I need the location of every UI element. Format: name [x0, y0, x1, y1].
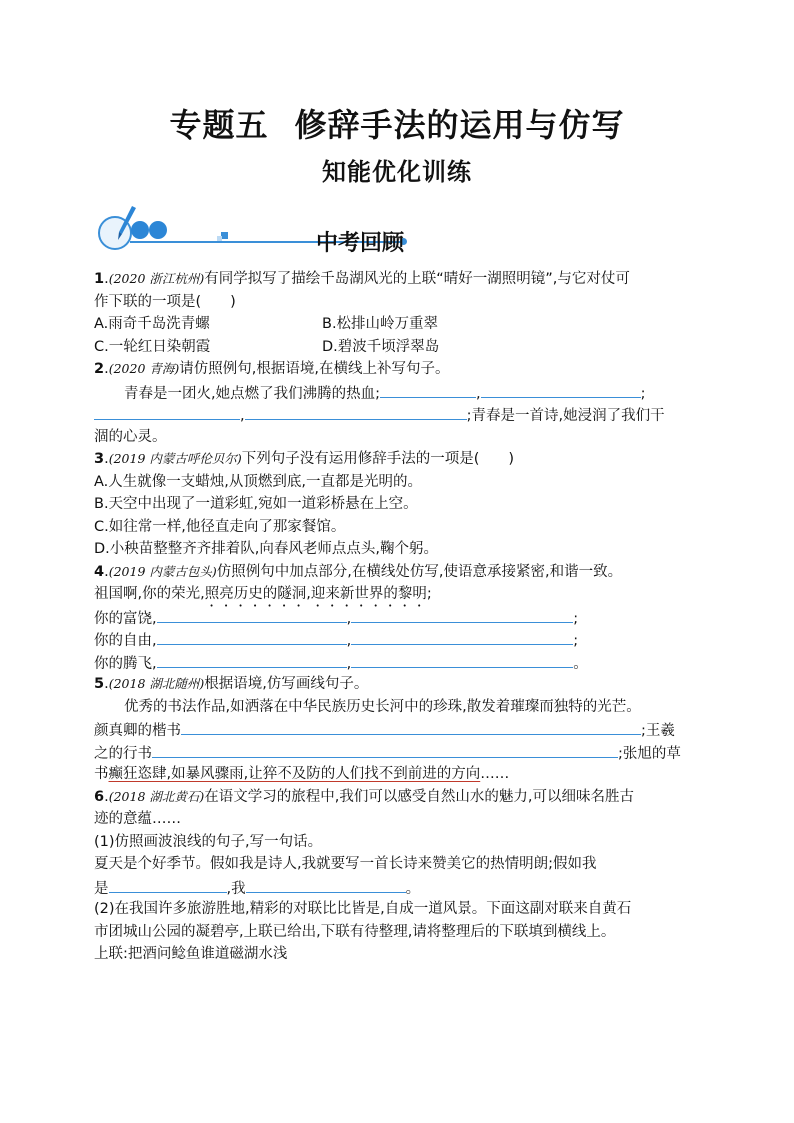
q6-sub1-line-2: 是 ,我 。 [94, 876, 698, 899]
section-label: 中考回顾 [316, 231, 405, 256]
q2-line-1: 2.(2020 青海)请仿照例句,根据语境,在横线上补写句子。 [94, 361, 450, 377]
q1-options-cd [94, 336, 698, 359]
q5-line-5: 书癫狂恣肆,如暴风骤雨,让猝不及防的人们找不到前进的方向…… [94, 766, 510, 782]
answer-blank[interactable] [246, 876, 406, 893]
answer-blank[interactable] [380, 381, 476, 398]
q1-line-1: 1.(2020 浙江杭州)有同学拟写了描绘千岛湖风光的上联“晴好一湖照明镜”,与它对仗可 [94, 271, 630, 287]
option-d[interactable]: D.碧波千顷浮翠岛 [322, 338, 440, 355]
dotted-phrase: 照亮历史的隧洞,迎来新世界的黎明 [204, 586, 427, 602]
page-subtitle: 知能优化训练 [322, 158, 472, 186]
q6-sub2-line-2: 市团城山公园的凝碧亭,上联已给出,下联有待整理,请将整理后的下联填到横线上。 [94, 923, 616, 940]
banner-square-light [217, 236, 222, 241]
q2-line-2: 青春是一团火,她点燃了我们沸腾的热血; , ; [94, 381, 698, 404]
underlined-sentence: 癫狂恣肆,如暴风骤雨,让猝不及防的人们找不到前进的方向 [108, 766, 481, 782]
q3-line-1: 3.(2019 内蒙古呼伦贝尔)下列句子没有运用修辞手法的一项是( ) [94, 451, 515, 467]
q6-line-1: 6.(2018 湖北黄石)在语文学习的旅程中,我们可以感受自然山水的魅力,可以细味名胜古 [94, 788, 634, 805]
answer-blank[interactable] [181, 718, 641, 735]
title-topic: 专题五 [169, 106, 269, 144]
answer-blank[interactable] [245, 403, 467, 420]
title-rest: 修辞手法的运用与仿写 [294, 106, 625, 144]
answer-blank[interactable] [152, 741, 618, 758]
q5-line-3: 颜真卿的楷书 ;王羲 [94, 718, 698, 741]
q6-sub1-line-1: 夏天是个好季节。假如我是诗人,我就要写一首长诗来赞美它的热情明朗;假如我 [94, 856, 597, 872]
q4-example: 祖国啊,你的荣光,照亮历史的隧洞,迎来新世界的黎明; [94, 586, 432, 602]
banner-dot-2 [149, 221, 167, 239]
page-title [0, 100, 794, 146]
answer-blank[interactable] [351, 628, 573, 645]
q1-line-2: 作下联的一项是( ) [94, 293, 236, 310]
option-c[interactable]: C.一轮红日染朝霞 [94, 338, 211, 355]
q6-sub2-line-1: (2)在我国许多旅游胜地,精彩的对联比比皆是,自成一道风景。下面这副对联来自黄石 [94, 901, 632, 917]
q3-option-a[interactable]: A.人生就像一支蜡烛,从顶燃到底,一直都是光明的。 [94, 473, 422, 490]
answer-blank[interactable] [481, 381, 641, 398]
q6-sub1: (1)仿照画波浪线的句子,写一句话。 [94, 833, 323, 850]
q3-option-d[interactable]: D.小秧苗整整齐齐排着队,向春风老师点点头,鞠个躬。 [94, 541, 438, 557]
q4-row-3: 你的腾飞, , 。 [94, 651, 698, 674]
section-banner [94, 204, 424, 260]
answer-blank[interactable] [157, 651, 347, 668]
answer-blank[interactable] [157, 628, 347, 645]
answer-blank[interactable] [351, 651, 573, 668]
option-a[interactable]: A.雨奇千岛洗青螺 [94, 316, 210, 332]
q6-line-2: 迹的意蕴…… [94, 811, 181, 827]
q5-line-4: 之的行书 ;张旭的草 [94, 741, 698, 764]
q6-couplet: 上联:把酒问鲶鱼谁道磁湖水浅 [94, 946, 288, 962]
banner-dot-1 [131, 221, 149, 239]
q4-row-1: 你的富饶, , ; [94, 606, 698, 629]
q5-line-2: 优秀的书法作品,如洒落在中华民族历史长河中的珍珠,散发着璀璨而独特的光芒。 [124, 698, 641, 715]
q4-line-1: 4.(2019 内蒙古包头)仿照例句中加点部分,在横线处仿写,使语意承接紧密,和谐一致。 [94, 563, 623, 580]
option-b[interactable]: B.松排山岭万重翠 [322, 316, 439, 332]
q3-option-b[interactable]: B.天空中出现了一道彩虹,宛如一道彩桥悬在上空。 [94, 496, 418, 512]
q1-options-ab [94, 313, 698, 336]
q2-line-4: 涸的心灵。 [94, 428, 167, 445]
answer-blank[interactable] [94, 403, 240, 420]
q4-row-2: 你的自由, , ; [94, 628, 698, 651]
q2-line-3: , ;青春是一首诗,她浸润了我们干 [94, 403, 698, 426]
exercise-content [94, 268, 698, 966]
q5-line-1: 5.(2018 湖北随州)根据语境,仿写画线句子。 [94, 676, 369, 692]
answer-blank[interactable] [157, 606, 347, 623]
banner-square [221, 232, 228, 239]
answer-blank[interactable] [109, 876, 227, 893]
answer-blank[interactable] [351, 606, 573, 623]
q3-option-c[interactable]: C.如往常一样,他径直走向了那家餐馆。 [94, 518, 346, 535]
